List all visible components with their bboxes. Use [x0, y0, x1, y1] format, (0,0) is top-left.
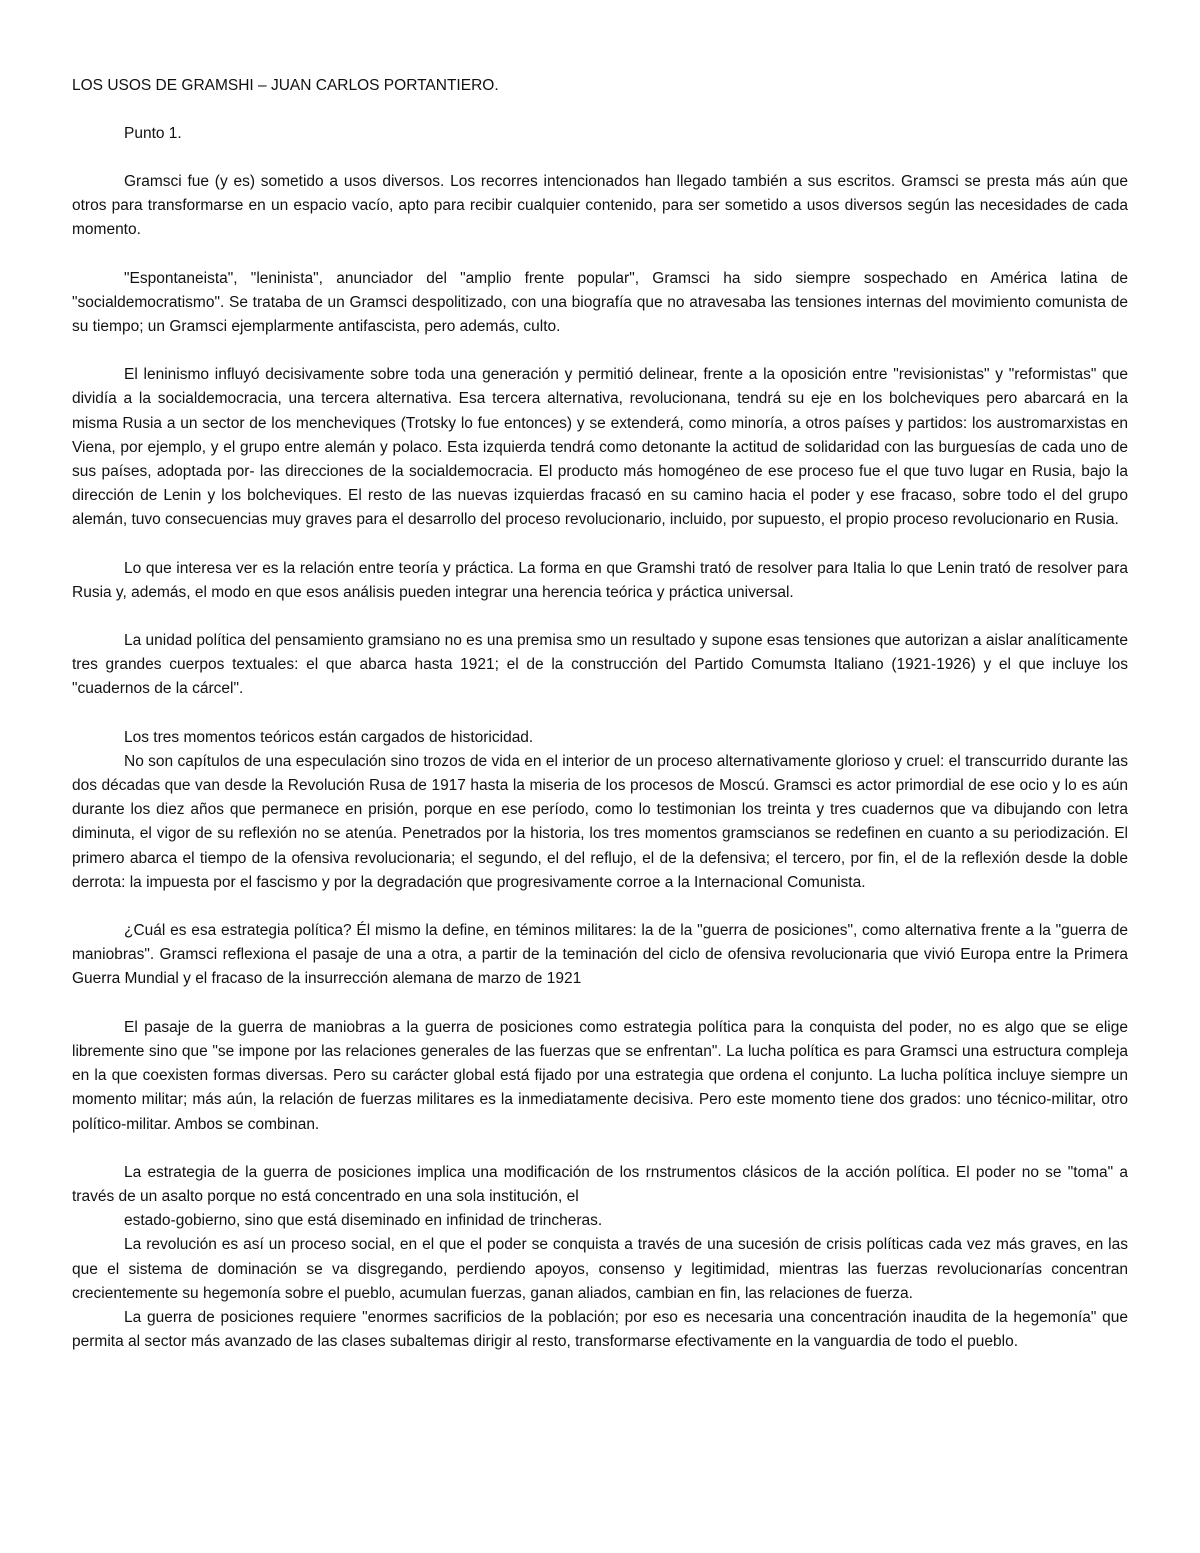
- paragraph-7: No son capítulos de una especulación sino trozos de vida en el interior de un proceso alternativamente glorioso y cruel: el transcurrido durante las dos décadas que van desde la Revolución Rusa de 1917 hasta la miseria de los procesos de Moscú. Gramsci es actor primordial de ese ocio y lo es aún durante los diez años que permanece en prisión, porque en ese período, como lo testimonian los treinta y tres cuadernos que va dibujando con letra diminuta, el vigor de su reflexión no se atenúa. Penetrados por la historia, los tres momentos gramscianos se redefinen en cuanto a su periodización. El primero abarca el tiempo de la ofensiva revolucionaria; el segundo, el del reflujo, el de la defensiva; el tercero, por fin, el de la reflexión desde la doble derrota: la impuesta por el fascismo y por la degradación que progresivamente corroe a la Internacional Comunista.: [72, 752, 1128, 891]
- section-heading: Punto 1.: [124, 125, 182, 142]
- document-title: LOS USOS DE GRAMSHI – JUAN CARLOS PORTANTIERO.: [72, 77, 499, 94]
- paragraph-13: La guerra de posiciones requiere "enormes sacrificios de la población; por eso es necesaria una concentración inaudita de la hegemonía" que permita al sector más avanzado de las clases subaltemas dirigir al resto, transformarse efectivamente en la vanguardia de todo el pueblo.: [72, 1308, 1128, 1351]
- paragraph-5: La unidad política del pensamiento gramsiano no es una premisa smo un resultado y supone esas tensiones que autorizan a aislar analíticamente tres grandes cuerpos textuales: el que abarca hasta 1921; el de la construcción del Partido Comumsta Italiano (1921-1926) y el que incluye los "cuadernos de la cárcel".: [72, 632, 1128, 698]
- paragraph-9: El pasaje de la guerra de maniobras a la guerra de posiciones como estrategia política para la conquista del poder, no es algo que se elige libremente sino que "se impone por las relaciones generales de las fuerzas que se enfrentan". La lucha política es para Gramsci una estructura compleja en la que coexisten formas diversas. Pero su carácter global está fijado por una estrategia que ordena el conjunto. La lucha política incluye siempre un momento militar; más aún, la relación de fuerzas militares es la inmediatamente decisiva. Pero este momento tiene dos grados: uno técnico-militar, otro político-militar. Ambos se combinan.: [72, 1018, 1128, 1133]
- paragraph-10: La estrategia de la guerra de posiciones implica una modificación de los rnstrumentos clásicos de la acción política. El poder no se "toma" a través de un asalto porque no está concentrado en una sola institución, el: [72, 1163, 1128, 1205]
- paragraph-4: Lo que interesa ver es la relación entre teoría y práctica. La forma en que Gramshi trató de resolver para Italia lo que Lenin trató de resolver para Rusia y, además, el modo en que esos análisis pueden integrar una herencia teórica y práctica universal.: [72, 559, 1128, 601]
- paragraph-3: El leninismo influyó decisivamente sobre toda una generación y permitió delinear, frente a la oposición entre "revisionistas" y "reformistas" que dividía a la socialdemocracia, una tercera alternativa. Esa tercera alternativa, revolucionana, tendrá su eje en los bolcheviques pero abarcará en la misma Rusia a un sector de los mencheviques (Trotsky lo fue entonces) y se extenderá, como minoría, a otros países y partidos: los austromarxistas en Viena, por ejemplo, y el grupo entre alemán y polaco. Esta izquierda tendrá como detonante la actitud de solidaridad con las burguesías de cada uno de sus países, adoptada por- las direcciones de la socialdemocracia. El producto más homogéneo de ese proceso fue el que tuvo lugar en Rusia, bajo la dirección de Lenin y los bolcheviques. El resto de las nuevas izquierdas fracasó en su camino hacia el poder y ese fracaso, sobre todo el del grupo alemán, tuvo consecuencias muy graves para el desarrollo del proceso revolucionario, incluido, por supuesto, el propio proceso revolucionario en Rusia.: [72, 366, 1128, 529]
- paragraph-12: La revolución es así un proceso social, en el que el poder se conquista a través de una sucesión de crisis políticas cada vez más graves, en las que el sistema de dominación se va disgregando, perdiendo apoyos, consenso y legitimidad, mientras las fuerzas revolucionarías concentran crecientemente su hegemonía sobre el pueblo, acumulan fuerzas, ganan aliados, cambian en fin, las relaciones de fuerza.: [72, 1236, 1128, 1302]
- paragraph-8: ¿Cuál es esa estrategia política? Él mismo la define, en téminos militares: la de la "guerra de posiciones", como alternativa frente a la "guerra de maniobras". Gramsci reflexiona el pasaje de una a otra, a partir de la teminación del ciclo de ofensiva revolucionaria que vivió Europa entre la Primera Guerra Mundial y el fracaso de la insurrección alemana de marzo de 1921: [72, 922, 1128, 988]
- paragraph-1: Gramsci fue (y es) sometido a usos diversos. Los recorres intencionados han llegado también a sus escritos. Gramsci se presta más aún que otros para transformarse en un espacio vacío, apto para recibir cualquier contenido, para ser sometido a usos diversos según las necesidades de cada momento.: [72, 173, 1128, 239]
- document-page: [72, 74, 1128, 1354]
- paragraph-2: "Espontaneista", "leninista", anunciador del "amplio frente popular", Gramsci ha sido siempre sospechado en América latina de "socialdemocratismo". Se trataba de un Gramsci despolitizado, con una biografía que no atravesaba las tensiones internas del movimiento comunista de su tiempo; un Gramsci ejemplarmente antifascista, pero además, culto.: [72, 269, 1128, 336]
- paragraph-11: estado-gobierno, sino que está diseminado en infinidad de trincheras.: [124, 1212, 603, 1230]
- paragraph-6: Los tres momentos teóricos están cargados de historicidad.: [124, 728, 534, 746]
